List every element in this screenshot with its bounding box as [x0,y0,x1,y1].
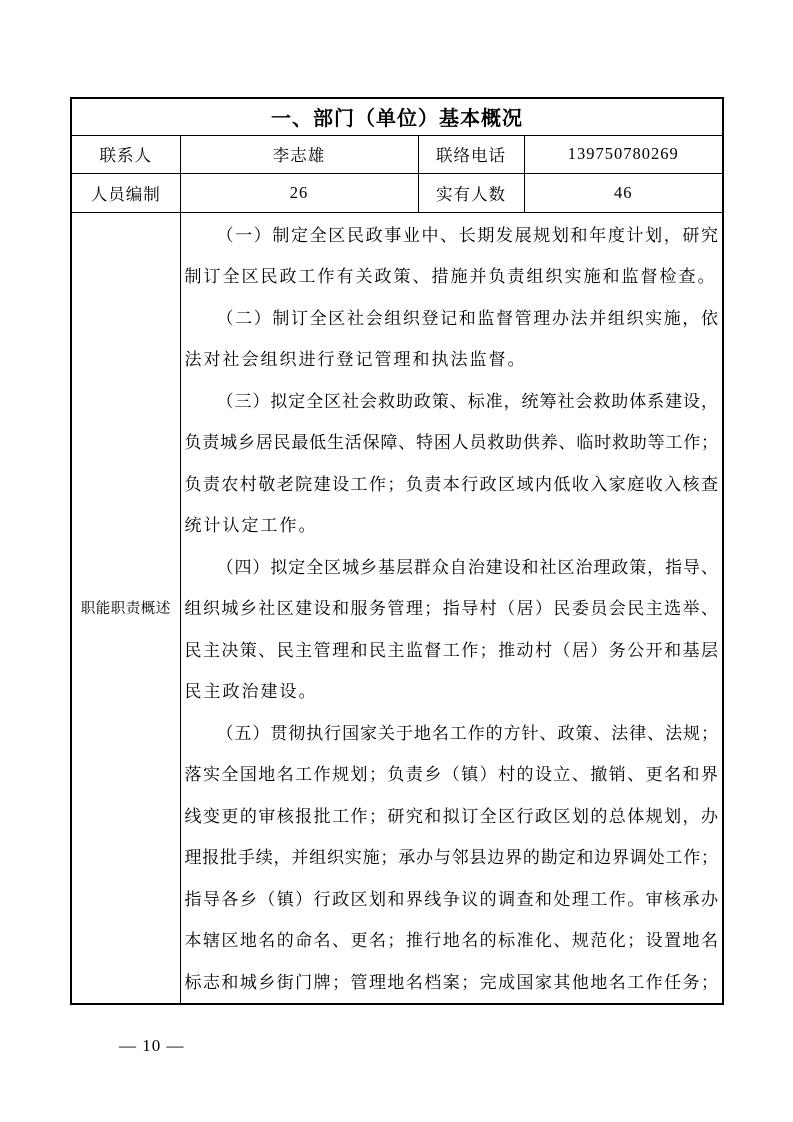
duty-text-line: 指导各乡（镇）行政区划和界线争议的调查和处理工作。审核承办 [184,889,718,909]
duty-text-line: （四）拟定全区城乡基层群众自治建设和社区治理政策，指导、 [216,557,718,577]
page-number: — 10 — [119,1036,185,1055]
duty-text-line: 制订全区民政工作有关政策、措施并负责组织实施和监督检查。 [184,267,717,286]
title-row [71,98,723,135]
staffing-quota-value: 26 [180,173,418,212]
duty-row [71,212,723,1004]
duty-text-line: （五）贯彻执行国家关于地名工作的方针、政策、法律、法规； [216,723,718,743]
table-title: 一、部门（单位）基本概况 [71,98,723,135]
duty-text-line: 民主政治建设。 [184,682,318,701]
duty-lines-container [185,215,719,1004]
duty-text-line: 法对社会组织进行登记管理和执法监督。 [184,350,527,369]
contact-phone-value: 139750780269 [524,135,723,173]
duty-text-line: 负责城乡居民最低生活保障、特困人员救助供养、临时救助等工作； [184,433,718,452]
actual-headcount-label: 实有人数 [418,173,524,212]
staffing-row [71,173,723,212]
duty-text-line: 民主决策、民主管理和民主监督工作；推动村（居）务公开和基层 [184,640,718,660]
contact-person-value: 李志雄 [180,135,418,173]
contact-row [71,135,723,173]
duty-text-line: 负责农村敬老院建设工作；负责本行政区域内低收入家庭收入核查 [184,474,718,494]
duty-text-line: 落实全国地名工作规划；负责乡（镇）村的设立、撤销、更名和界 [184,765,718,784]
staffing-quota-label: 人员编制 [71,173,180,212]
duty-text-line: 标志和城乡街门牌；管理地名档案；完成国家其他地名工作任务； [184,972,718,992]
duty-text-line: 理报批手续，并组织实施；承办与邻县边界的勘定和边界调处工作； [184,848,718,867]
contact-person-label: 联系人 [71,135,180,173]
actual-headcount-value: 46 [524,173,723,212]
duty-text-line: 统计认定工作。 [184,516,318,535]
duty-text-line: 本辖区地名的命名、更名；推行地名的标准化、规范化；设置地名 [184,931,718,950]
duty-overview-content [180,212,723,1004]
duty-text-line: 组织城乡社区建设和服务管理；指导村（居）民委员会民主选举、 [184,599,718,618]
duty-overview-label: 职能职责概述 [71,212,180,1004]
overview-table [70,97,724,1005]
duty-text-line: （二）制订全区社会组织登记和监督管理办法并组织实施，依 [216,308,718,328]
duty-text-line: （三）拟定全区社会救助政策、标准，统筹社会救助体系建设， [216,391,718,411]
duty-text-line: （一）制定全区民政事业中、长期发展规划和年度计划，研究 [216,225,718,245]
duty-text-line: 线变更的审核报批工作；研究和拟订全区行政区划的总体规划，办 [184,806,718,826]
contact-phone-label: 联络电话 [418,135,524,173]
